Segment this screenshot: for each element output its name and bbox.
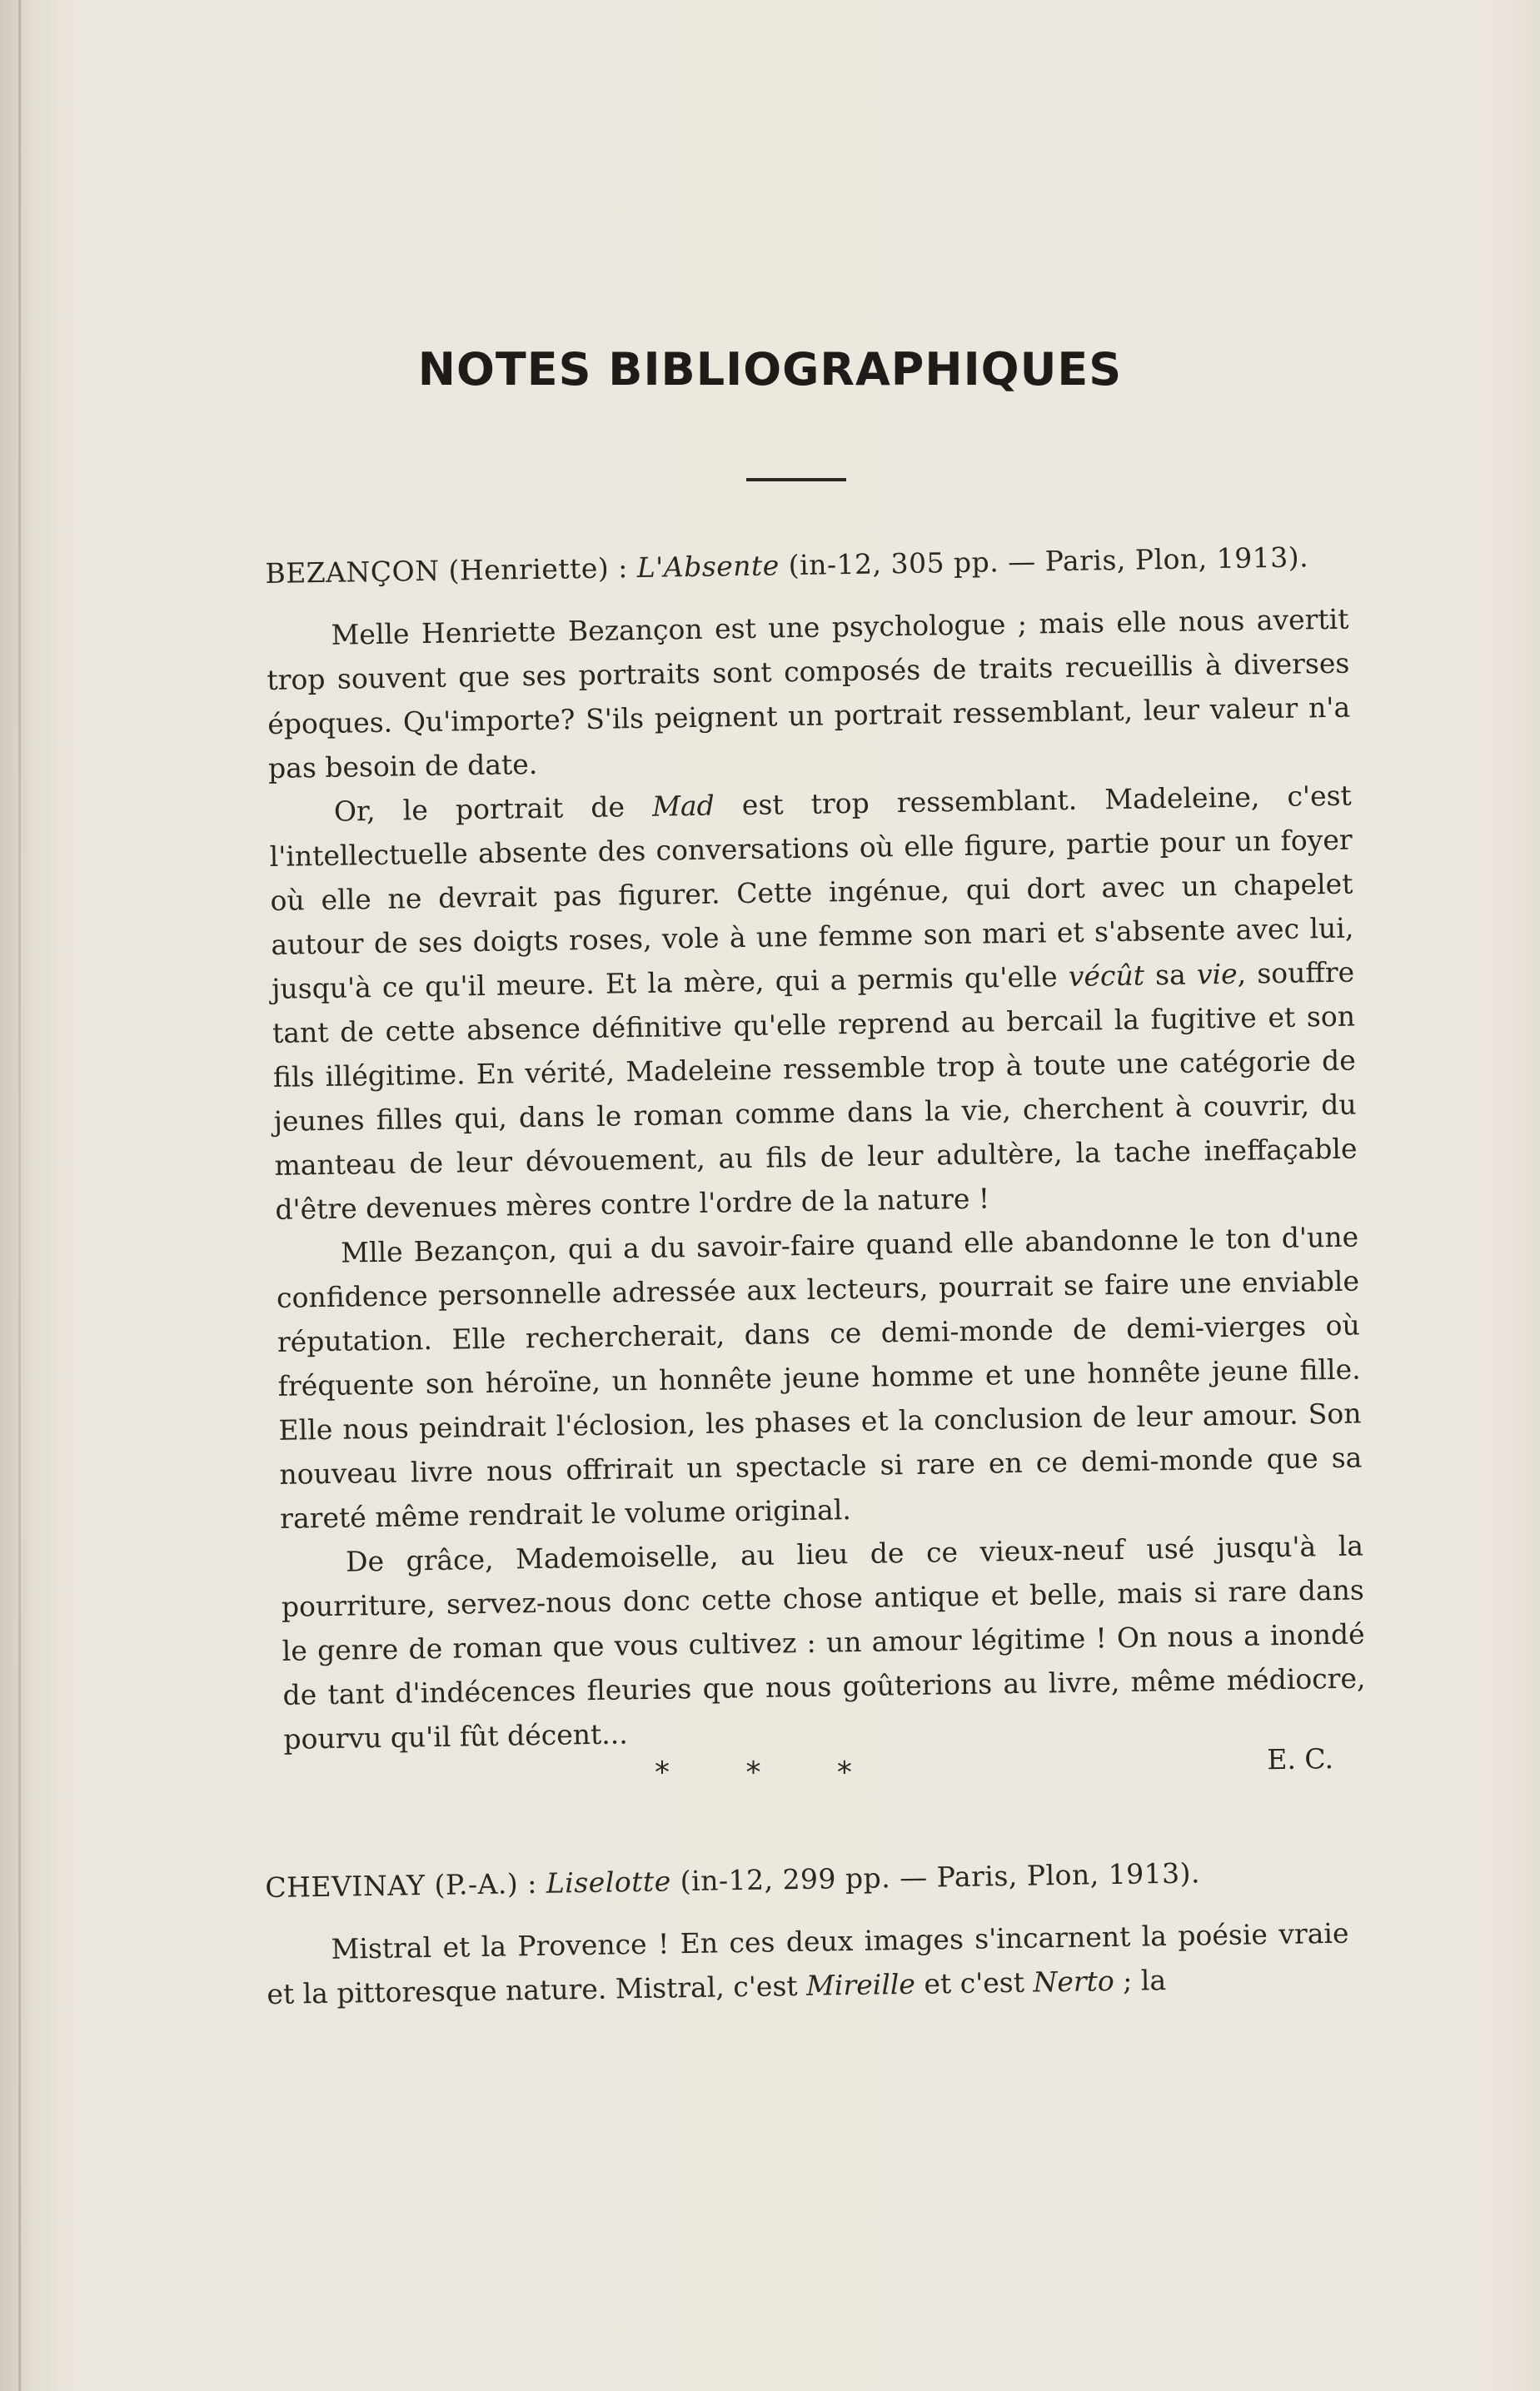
text-run: ; la — [1114, 1964, 1167, 1997]
review-details: (in-12, 305 pp. — Paris, Plon, 1913). — [779, 540, 1309, 582]
text-run: sa — [1144, 958, 1198, 992]
review-heading — [265, 1849, 1348, 1910]
review-heading — [265, 535, 1348, 595]
review-book-title: Liselotte — [546, 1865, 672, 1900]
review-author: CHEVINAY (P.-A.) : — [265, 1866, 547, 1904]
review-author: BEZANÇON (Henriette) : — [265, 550, 638, 590]
text-run: est trop ressemblant. Madeleine, c'est l'intellectuelle absente des conversations où elle figure, partie pour un foyer où elle ne devrait pas figurer. Cette ingénue, qui dort avec un chapelet autour de ses doigts roses, vole à une femme son mari et s'absente avec lui, jusqu'à ce qu'il meure. Et la mère, qui a permis qu'elle — [269, 779, 1354, 1005]
text-run: , souffre tant de cette absence définitive qu'elle reprend au bercail la fugitive et son fils illégitime. En vérité, Madeleine ressemble trop à toute une catégorie de jeunes filles qui, dans le roman comme dans la vie, cherchent à couvrir, du manteau de leur dévouement, au fils de leur adultère, la tache ineffaçable d'être devenues mères contre l'ordre de la nature ! — [272, 955, 1358, 1226]
text-run: et c'est — [915, 1965, 1034, 2000]
italic-text: Nerto — [1033, 1965, 1115, 1999]
text-run: Or, le portrait de — [333, 790, 653, 828]
section-separator: * * * — [655, 1756, 885, 1790]
review-paragraph: Melle Henriette Bezançon est une psychologue ; mais elle nous avertit trop souvent que ses portraits sont composés de traits recueillis à diverses époques. Qu'importe? S'ils peignent un portrait ressemblant, leur valeur n'a pas besoin de date. — [267, 602, 1351, 785]
text-run: Mistral et la Provence ! En ces deux images s'incarnent la poésie vraie et la pittoresque nature. Mistral, c'est — [267, 1916, 1349, 2010]
review-paragraph — [266, 1911, 1350, 2016]
italic-text: Mad — [651, 789, 715, 823]
review-bezancon — [265, 535, 1367, 1797]
review-book-title: L'Absente — [636, 549, 780, 584]
review-paragraph: Mlle Bezançon, qui a du savoir-faire quand elle abandonne le ton d'une confidence personnelle adressée aux lecteurs, pourrait se faire une enviable réputation. Elle rechercherait, dans ce demi-monde de demi-vierges où fréquente son héroïne, un honnête jeune homme et une honnête jeune fille. Elle nous peindrait l'éclosion, les phases et la conclusion de leur amour. Son nouveau livre nous offrirait un spectacle si rare en ce demi-monde que sa rareté même rendrait le volume original. — [276, 1220, 1363, 1535]
italic-text: Mireille — [805, 1967, 916, 2002]
review-chevinay — [265, 1849, 1350, 2016]
italic-text: vie — [1196, 957, 1238, 991]
italic-text: vécût — [1068, 959, 1145, 993]
title-rule — [746, 478, 846, 481]
page-title: NOTES BIBLIOGRAPHIQUES — [417, 343, 1123, 396]
review-details: (in-12, 299 pp. — Paris, Plon, 1913). — [670, 1856, 1201, 1898]
review-paragraph: De grâce, Mademoiselle, au lieu de ce vieux-neuf usé jusqu'à la pourriture, servez-nous donc cette chose antique et belle, mais si rare dans le genre de roman que vous cultivez : un amour légitime ! On nous a inondé de tant d'indécences fleuries que nous goûterions au livre, même médiocre, pourvu qu'il fût décent... — [281, 1529, 1366, 1756]
review-paragraph — [269, 774, 1358, 1232]
review-signature: E. C. — [1266, 1742, 1334, 1776]
